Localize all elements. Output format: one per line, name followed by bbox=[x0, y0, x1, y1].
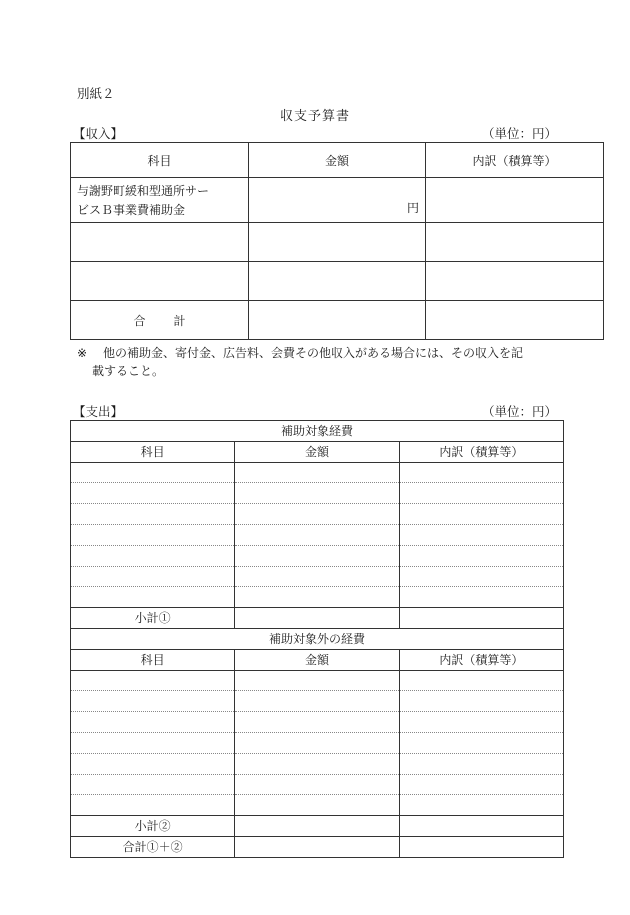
entry-breakdown-cell[interactable] bbox=[399, 753, 563, 774]
eligible-title: 補助対象経費 bbox=[71, 421, 564, 442]
entry-amount-cell[interactable] bbox=[235, 712, 399, 733]
income-blank-breakdown-cell[interactable] bbox=[426, 262, 604, 301]
entry-breakdown-cell[interactable] bbox=[399, 712, 563, 733]
expense-table bbox=[70, 420, 564, 858]
ineligible-header-row bbox=[71, 649, 564, 670]
income-total-label: 合計 bbox=[71, 301, 249, 340]
entry-amount-cell[interactable] bbox=[235, 462, 399, 483]
ineligible-col-breakdown: 内訳（積算等） bbox=[399, 649, 563, 670]
expense-unit-note: （単位：円） bbox=[481, 404, 557, 419]
entry-subject-cell[interactable] bbox=[71, 795, 235, 816]
subtotal1-row bbox=[71, 608, 564, 629]
income-note bbox=[77, 344, 577, 380]
entry-amount-cell[interactable] bbox=[235, 566, 399, 587]
entry-amount-cell[interactable] bbox=[235, 753, 399, 774]
income-subsidy-amount-cell[interactable] bbox=[249, 178, 426, 223]
income-subsidy-item bbox=[71, 178, 249, 223]
entry-subject-cell[interactable] bbox=[71, 732, 235, 753]
note-line2: 載すること。 bbox=[92, 364, 165, 378]
eligible-entry-row bbox=[71, 462, 564, 483]
income-col-amount: 金額 bbox=[249, 143, 426, 178]
income-total-breakdown-cell[interactable] bbox=[426, 301, 604, 340]
entry-amount-cell[interactable] bbox=[235, 587, 399, 608]
entry-breakdown-cell[interactable] bbox=[399, 691, 563, 712]
note-line1: 他の補助金、寄付金、広告料、会費その他収入がある場合には、その収入を記 bbox=[103, 346, 524, 360]
entry-amount-cell[interactable] bbox=[235, 691, 399, 712]
eligible-entry-row bbox=[71, 587, 564, 608]
grand-total-label: 合計①＋② bbox=[71, 836, 235, 857]
entry-breakdown-cell[interactable] bbox=[399, 670, 563, 691]
entry-subject-cell[interactable] bbox=[71, 462, 235, 483]
grand-total-amount-cell[interactable] bbox=[235, 836, 399, 857]
ineligible-title: 補助対象外の経費 bbox=[71, 628, 564, 649]
income-header-row bbox=[71, 143, 604, 178]
entry-subject-cell[interactable] bbox=[71, 566, 235, 587]
document-title: 収支予算書 bbox=[279, 109, 350, 124]
income-blank-amount-cell[interactable] bbox=[249, 262, 426, 301]
subtotal1-breakdown-cell[interactable] bbox=[399, 608, 563, 629]
income-item-line1: 与謝野町緩和型通所サー bbox=[77, 184, 210, 198]
eligible-col-amount: 金額 bbox=[235, 441, 399, 462]
income-col-breakdown: 内訳（積算等） bbox=[426, 143, 604, 178]
entry-breakdown-cell[interactable] bbox=[399, 545, 563, 566]
entry-subject-cell[interactable] bbox=[71, 524, 235, 545]
entry-subject-cell[interactable] bbox=[71, 483, 235, 504]
entry-amount-cell[interactable] bbox=[235, 795, 399, 816]
ineligible-col-amount: 金額 bbox=[235, 649, 399, 670]
eligible-entry-row bbox=[71, 524, 564, 545]
subtotal2-amount-cell[interactable] bbox=[235, 816, 399, 837]
ineligible-col-subject: 科目 bbox=[71, 649, 235, 670]
entry-breakdown-cell[interactable] bbox=[399, 795, 563, 816]
grand-total-breakdown-cell[interactable] bbox=[399, 836, 563, 857]
eligible-entry-row bbox=[71, 504, 564, 525]
entry-amount-cell[interactable] bbox=[235, 774, 399, 795]
entry-breakdown-cell[interactable] bbox=[399, 587, 563, 608]
eligible-entry-row bbox=[71, 545, 564, 566]
ineligible-title-row bbox=[71, 628, 564, 649]
income-row-blank bbox=[71, 262, 604, 301]
income-blank-breakdown-cell[interactable] bbox=[426, 223, 604, 262]
income-unit-note: （単位：円） bbox=[481, 126, 557, 141]
entry-subject-cell[interactable] bbox=[71, 587, 235, 608]
ineligible-entry-row bbox=[71, 753, 564, 774]
eligible-header-row bbox=[71, 441, 564, 462]
entry-subject-cell[interactable] bbox=[71, 712, 235, 733]
entry-amount-cell[interactable] bbox=[235, 524, 399, 545]
income-row-blank bbox=[71, 223, 604, 262]
ineligible-entry-row bbox=[71, 691, 564, 712]
eligible-title-row bbox=[71, 421, 564, 442]
entry-amount-cell[interactable] bbox=[235, 483, 399, 504]
income-blank-amount-cell[interactable] bbox=[249, 223, 426, 262]
ineligible-entry-row bbox=[71, 712, 564, 733]
eligible-col-breakdown: 内訳（積算等） bbox=[399, 441, 563, 462]
subtotal2-label: 小計② bbox=[71, 816, 235, 837]
yen-mark: 円 bbox=[406, 200, 419, 215]
grand-total-row bbox=[71, 836, 564, 857]
eligible-entry-row bbox=[71, 566, 564, 587]
entry-subject-cell[interactable] bbox=[71, 545, 235, 566]
eligible-col-subject: 科目 bbox=[71, 441, 235, 462]
entry-subject-cell[interactable] bbox=[71, 670, 235, 691]
entry-amount-cell[interactable] bbox=[235, 670, 399, 691]
entry-breakdown-cell[interactable] bbox=[399, 483, 563, 504]
entry-breakdown-cell[interactable] bbox=[399, 504, 563, 525]
entry-subject-cell[interactable] bbox=[71, 691, 235, 712]
income-item-line2: ビスＢ事業費補助金 bbox=[77, 203, 186, 217]
income-blank-subject-cell[interactable] bbox=[71, 223, 249, 262]
entry-amount-cell[interactable] bbox=[235, 504, 399, 525]
expense-heading: 【支出】 bbox=[73, 404, 124, 419]
subtotal1-amount-cell[interactable] bbox=[235, 608, 399, 629]
income-col-subject: 科目 bbox=[71, 143, 249, 178]
subtotal2-breakdown-cell[interactable] bbox=[399, 816, 563, 837]
ineligible-entry-row bbox=[71, 795, 564, 816]
entry-breakdown-cell[interactable] bbox=[399, 566, 563, 587]
entry-breakdown-cell[interactable] bbox=[399, 462, 563, 483]
income-heading: 【収入】 bbox=[73, 126, 124, 141]
ineligible-entry-row bbox=[71, 670, 564, 691]
annex-label: 別紙２ bbox=[77, 86, 115, 101]
entry-amount-cell[interactable] bbox=[235, 545, 399, 566]
subtotal2-row bbox=[71, 816, 564, 837]
eligible-entry-row bbox=[71, 483, 564, 504]
entry-breakdown-cell[interactable] bbox=[399, 524, 563, 545]
entry-amount-cell[interactable] bbox=[235, 732, 399, 753]
income-row-subsidy bbox=[71, 178, 604, 223]
income-blank-subject-cell[interactable] bbox=[71, 262, 249, 301]
income-table bbox=[70, 142, 604, 340]
entry-breakdown-cell[interactable] bbox=[399, 732, 563, 753]
entry-subject-cell[interactable] bbox=[71, 753, 235, 774]
entry-breakdown-cell[interactable] bbox=[399, 774, 563, 795]
ineligible-entry-row bbox=[71, 732, 564, 753]
note-mark: ※ bbox=[77, 346, 88, 360]
income-subsidy-breakdown-cell[interactable] bbox=[426, 178, 604, 223]
ineligible-entry-row bbox=[71, 774, 564, 795]
income-total-amount-cell[interactable] bbox=[249, 301, 426, 340]
subtotal1-label: 小計① bbox=[71, 608, 235, 629]
income-total-row bbox=[71, 301, 604, 340]
entry-subject-cell[interactable] bbox=[71, 504, 235, 525]
entry-subject-cell[interactable] bbox=[71, 774, 235, 795]
